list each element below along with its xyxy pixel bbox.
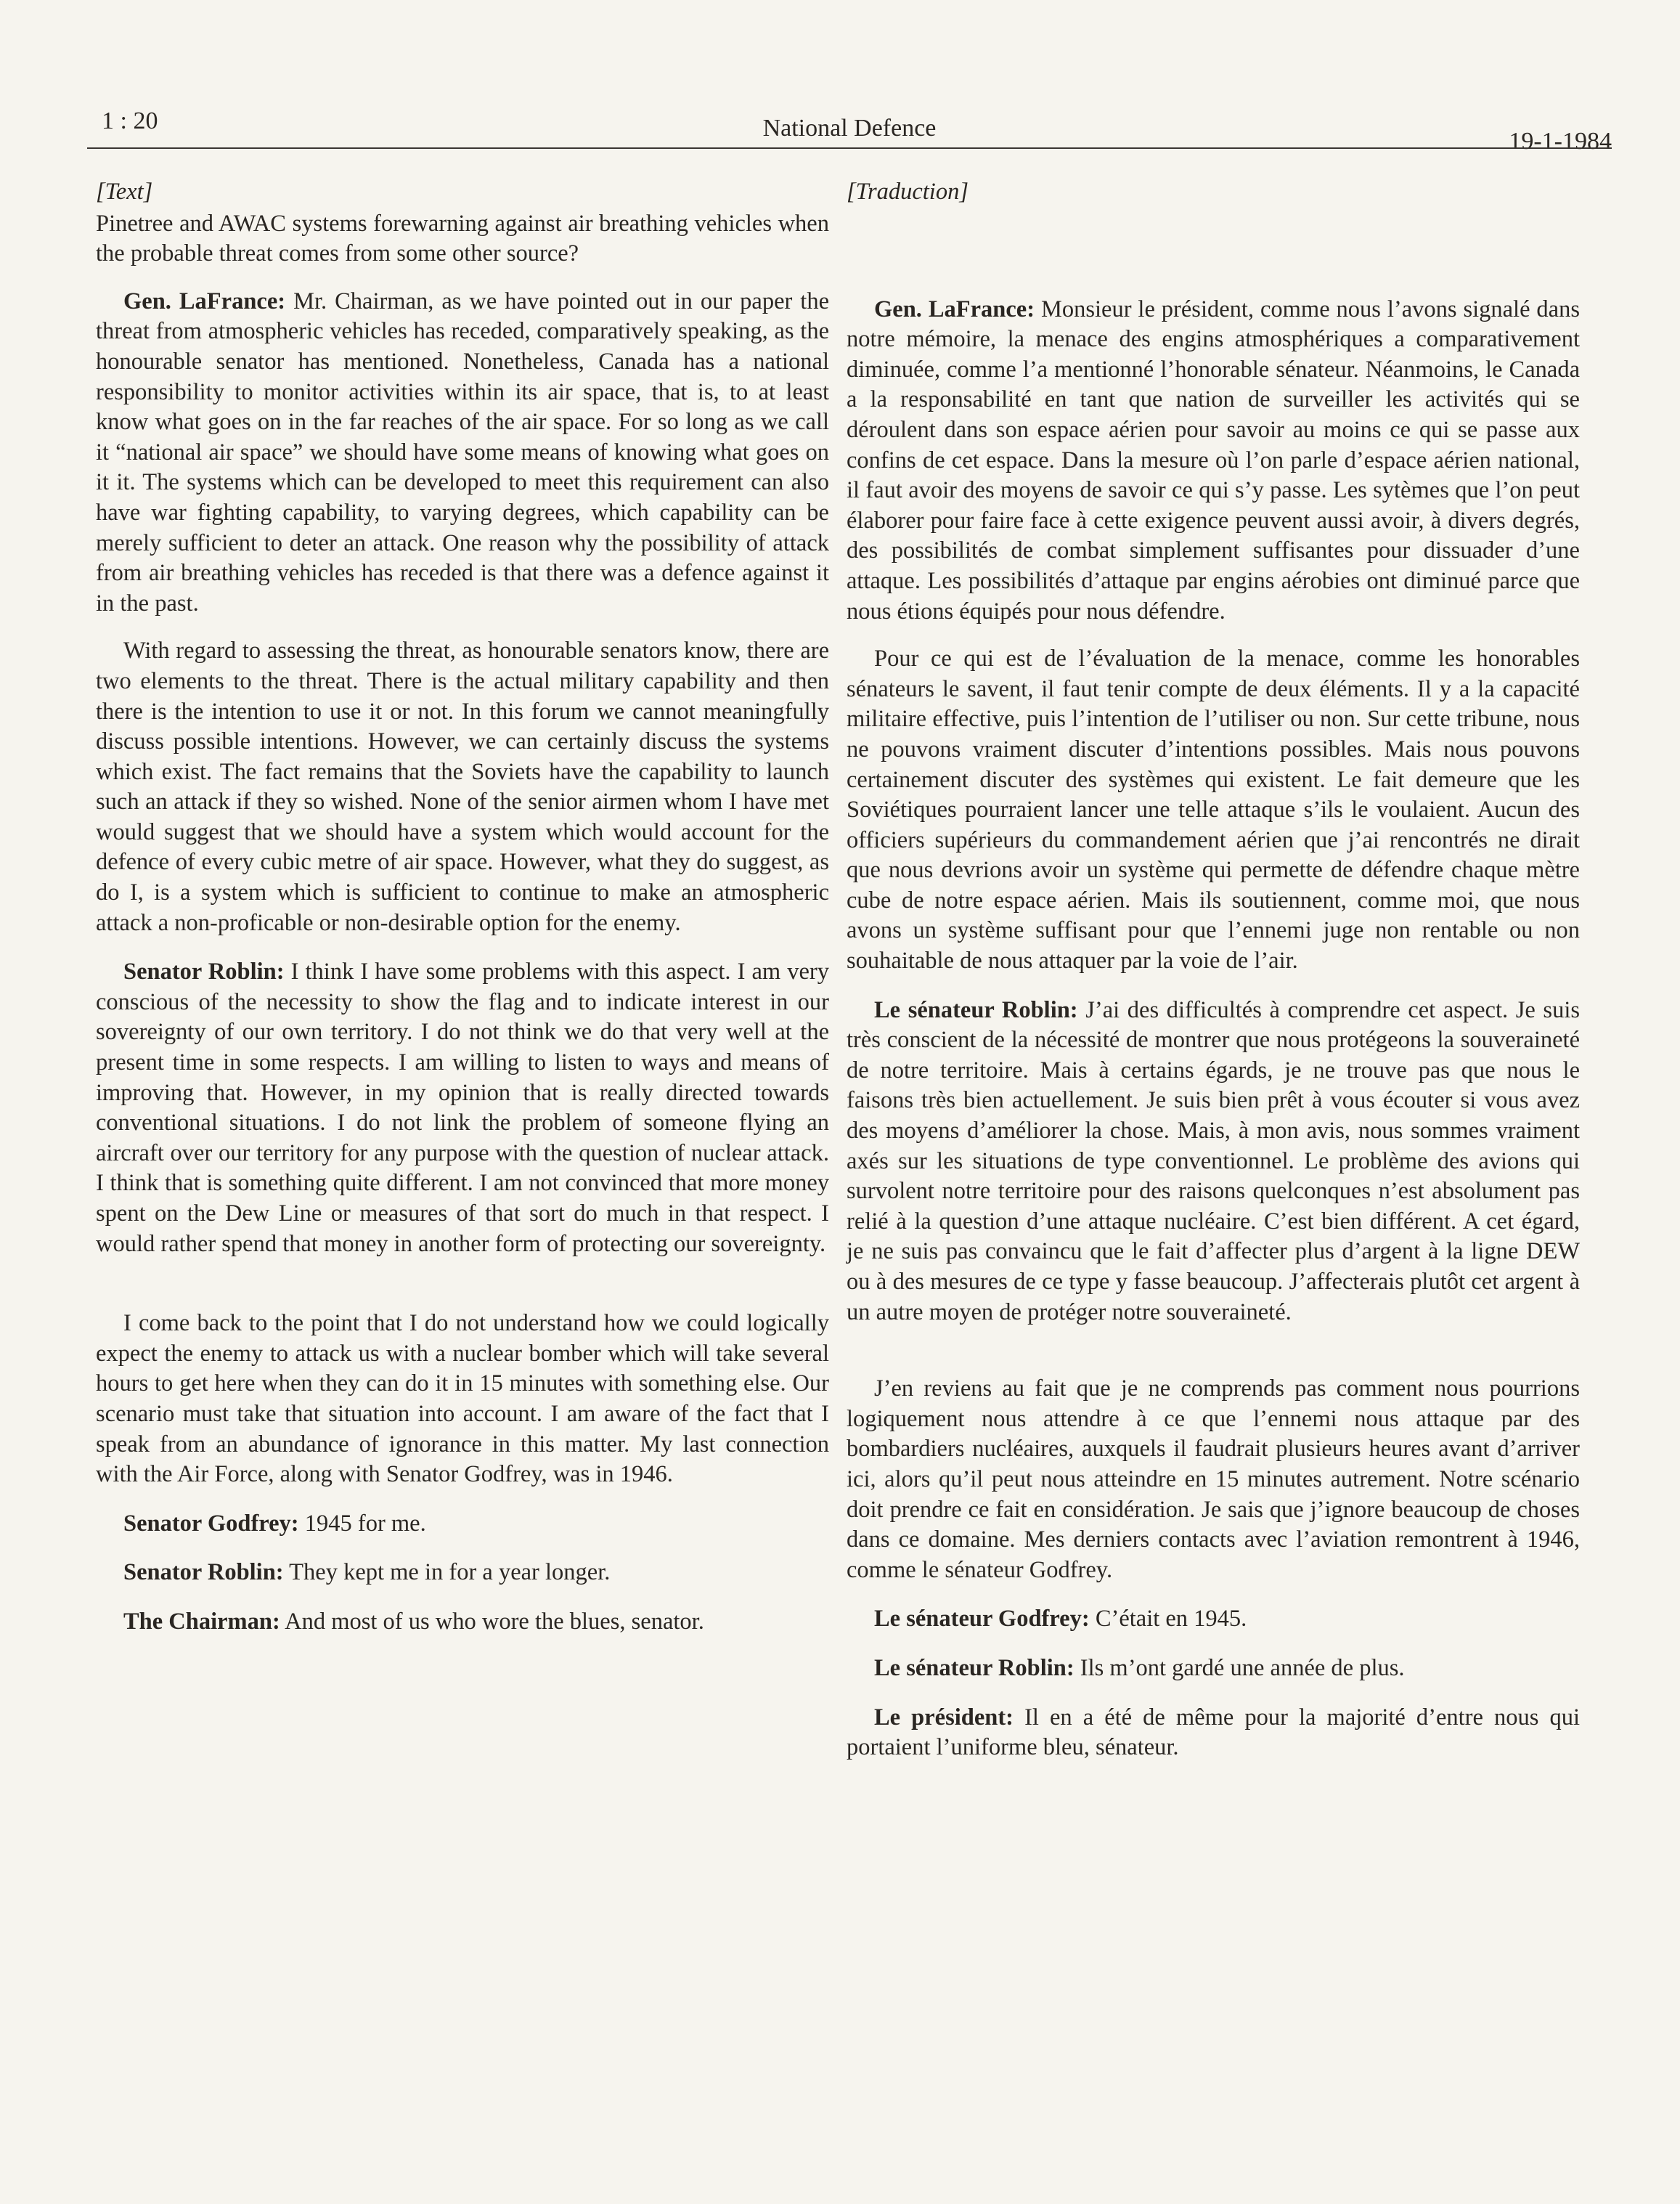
header-date: 19-1-1984 (1509, 128, 1612, 155)
lafrance-statement-fr (847, 295, 1580, 627)
statement-text: I think I have some problems with this aspect. I am very conscious of the necessity to show the flag and to indicate interest in our sovereignty of our own territory. I do not think we do that very well at the present time in some respects. I am willing to listen to ways and means of improving that. However, in my opinion that is really directed towards conventional situations. I do not link the problem of someone flying an aircraft over our territory for any purpose with the question of nuclear attack. I think that is something quite different. I am not convinced that more money spent on the Dew Line or measures of that sort do much in that respect. I would rather spend that money in another form of protecting our sovereignty. (96, 959, 829, 1257)
intro-paragraph: Pinetree and AWAC systems forewarning against air breathing vehicles when the probable threat comes from some other source? (96, 210, 829, 267)
lafrance-statement (96, 287, 829, 619)
text-label: [Text] (96, 179, 153, 205)
roblin-continuation: I come back to the point that I do not understand how we could logically expect the enemy to attack us with a nuclear bomber which will take several hours to get here when they can do it in 15 minutes with something else. Our scenario must take that situation into account. I am aware of the fact that I speak from an abundance of ignorance in this matter. My last connection with the Air Force, along with Senator Godfrey, was in 1946. (96, 1310, 829, 1488)
godfrey-statement (96, 1509, 829, 1540)
chairman-statement (96, 1607, 829, 1638)
godfrey-statement-fr (847, 1604, 1580, 1635)
speaker-name: Le président: (874, 1704, 1014, 1731)
speaker-name: Senator Roblin: (123, 1559, 284, 1586)
page-header (87, 102, 1612, 153)
threat-paragraph: With regard to assessing the threat, as honourable senators know, there are two elements to the threat. There is the actual military capability and then there is the intention to use it or not. In this forum we cannot meaningfully discuss possible intentions. However, we can certainly discuss the systems which exist. The fact remains that the Soviets have the capability to launch such an attack if they so wished. None of the senior airmen whom I have met would suggest that we should have a system which would account for the defence of every cubic metre of air space. However, what they do suggest, as do I, is a system which is sufficient to continue to make an atmospheric attack a non-proficable or non-desirable option for the enemy. (96, 638, 829, 936)
traduction-label: [Traduction] (847, 179, 969, 205)
speaker-name: Senator Godfrey: (123, 1510, 299, 1537)
english-column (96, 177, 829, 1638)
speaker-name: The Chairman: (123, 1608, 280, 1635)
statement-text: Ils m’ont gardé une année de plus. (1074, 1654, 1405, 1681)
speaker-name: Le sénateur Roblin: (874, 996, 1078, 1023)
roblin-statement-fr (847, 996, 1580, 1328)
header-rule (87, 147, 1612, 149)
chairman-statement-fr (847, 1703, 1580, 1763)
roblin-reply-fr (847, 1654, 1580, 1684)
statement-text: And most of us who wore the blues, senator. (280, 1608, 704, 1635)
speaker-name: Senator Roblin: (123, 959, 285, 985)
threat-paragraph-fr: Pour ce qui est de l’évaluation de la menace, comme les honorables sénateurs le savent, il faut tenir compte de deux éléments. Il y a la capacité militaire effective, puis l’intention de l’utiliser ou non. Sur cette tribune, nous ne pouvons vraiment discuter d’intentions possibles. Mais nous pouvons certainement discuter des systèmes qui existent. Le fait demeure que les Soviétiques pourraient lancer une telle attaque s’ils le voulaient. Aucun des officiers supérieurs du commandement aérien que j’ai rencontrés ne dirait que nous devrions avoir un système qui permette de défendre chaque mètre cube de notre espace aérien. Mais ils soutiennent, comme moi, que nous avons un système suffisant pour que l’ennemi juge non rentable ou non souhaitable de nous attaquer par la voie de l’air. (847, 646, 1580, 975)
running-title: National Defence (762, 115, 937, 142)
statement-text: C’était en 1945. (1089, 1606, 1247, 1632)
roblin-continuation-fr: J’en reviens au fait que je ne comprends pas comment nous pourrions logiquement nous attendre à ce que l’ennemi nous attaque par des bombardiers nucléaires, auxquels il faudrait plusieurs heures avant d’arriver ici, alors qu’il peut nous atteindre en 15 minutes autrement. Notre scénario doit prendre ce fait en considération. Je sais que j’ignore beaucoup de choses dans ce domaine. Mes derniers contacts avec l’aviation remontrent à 1946, comme le sénateur Godfrey. (847, 1375, 1580, 1583)
page-number: 1 : 20 (102, 107, 158, 134)
statement-text: Monsieur le président, comme nous l’avons signalé dans notre mémoire, la menace des engins atmosphériques a comparativement diminuée, comme l’a mentionné l’honorable sénateur. Néanmoins, le Canada a la responsabilité en tant que nation de surveiller les activités qui se déroulent dans son espace aérien pour savoir au moins ce qui se passe aux confins de cet espace. Dans la mesure où l’on parle d’espace aérien national, il faut avoir des moyens de savoir ce qui s’y passe. Les sytèmes que l’on peut élaborer pour faire face à cette exigence peuvent aussi avoir, à divers degrés, des possibilités de combat simplement suffisantes pour dissuader d’une attaque. Les possibilités d’attaque par engins aérobies ont diminué parce que nous étions équipés pour nous défendre. (847, 296, 1580, 625)
speaker-name: Gen. LaFrance: (874, 296, 1035, 322)
statement-text: J’ai des difficultés à comprendre cet aspect. Je suis très conscient de la nécessité de montrer que nous protégeons la souveraineté de notre territoire. Mais à certains égards, je ne trouve pas que nous le faisons très bien actuellement. Je suis bien prêt à vous écouter si vous avez des moyens d’améliorer la chose. Mais, à mon avis, nous sommes vraiment axés sur les situations de type conventionnel. Le problème des avions qui survolent notre territoire pour des raisons quelconques n’est absolument pas relié à la question d’une attaque nucléaire. C’est bien différent. A cet égard, je ne suis pas convaincu que le fait d’affecter plus d’argent à la ligne DEW ou à des mesures de ce type y fasse beaucoup. J’affecterais plutôt cet argent à un autre moyen de protéger notre souveraineté. (847, 996, 1581, 1325)
text-label-word: Text (105, 179, 144, 205)
roblin-statement (96, 957, 829, 1259)
statement-text: They kept me in for a year longer. (283, 1559, 611, 1586)
roblin-reply (96, 1558, 829, 1588)
speaker-name: Le sénateur Roblin: (874, 1654, 1075, 1681)
statement-text: Mr. Chairman, as we have pointed out in our paper the threat from atmospheric vehicles has receded, comparatively speaking, as the honourable senator has mentioned. Nonetheless, Canada has a national responsibility to monitor activities within its air space, that is, to at least know what goes on in the far reaches of the air space. For so long as we call it “national air space” we should have some means of knowing what goes on it it. The systems which can be developed to meet this requirement can also have war fighting capability, to varying degrees, which capability can be merely sufficient to deter an attack. One reason why the possibility of attack from air breathing vehicles has receded is that there was a defence against it in the past. (96, 288, 829, 617)
traduction-label-word: Traduction (855, 179, 960, 205)
speaker-name: Gen. LaFrance: (123, 288, 286, 314)
statement-text: 1945 for me. (298, 1510, 426, 1537)
speaker-name: Le sénateur Godfrey: (874, 1606, 1090, 1632)
statement-text: Il en a été de même pour la majorité d’entre nous qui portaient l’uniforme bleu, sénateur. (847, 1704, 1580, 1761)
french-column (847, 177, 1580, 1763)
